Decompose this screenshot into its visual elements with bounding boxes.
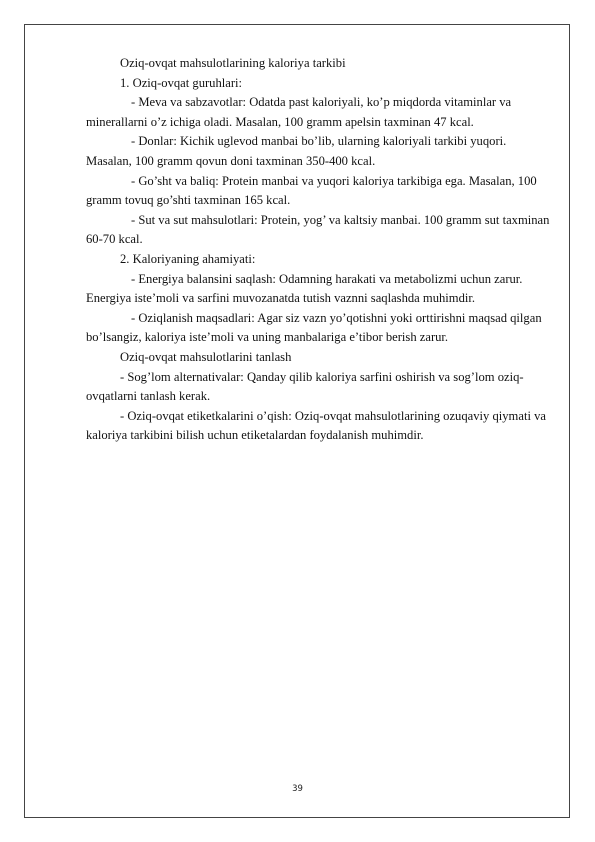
section-heading-calorie-importance: 2. Kaloriyaning ahamiyati: (120, 251, 256, 266)
paragraph-healthy-alternatives: - Sog’lom alternativalar: Qanday qilib kaloriya sarfini oshirish va sog’lom oziq-ovqatlarni tanlash kerak. (86, 369, 524, 404)
section-heading-food-groups: 1. Oziq-ovqat guruhlari: (120, 75, 243, 90)
paragraph-food-labels: - Oziq-ovqat etiketkalarini o’qish: Oziq-ovqat mahsulotlarining ozuqaviy qiymati va kaloriya tarkibini bilish uchun etiketalardan foydalanish muhimdir. (86, 408, 546, 443)
paragraph-meat-fish: - Go’sht va baliq: Protein manbai va yuqori kaloriya tarkibiga ega. Masalan, 100 gramm tovuq go’shti taxminan 165 kcal. (86, 173, 537, 208)
paragraph-dairy: - Sut va sut mahsulotlari: Protein, yog’ va kaltsiy manbai. 100 gramm sut taxminan 60-70 kcal. (86, 212, 550, 247)
document-title: Oziq-ovqat mahsulotlarining kaloriya tarkibi (120, 56, 346, 70)
document-body (86, 54, 552, 446)
page-number: 39 (292, 784, 303, 794)
paragraph-grains: - Donlar: Kichik uglevod manbai bo’lib, ularning kaloriyali tarkibi yuqori. Masalan, 100 gramm qovun doni taxminan 350-400 kcal. (86, 134, 507, 168)
section-heading-food-choice: Oziq-ovqat mahsulotlarini tanlash (120, 349, 292, 364)
paragraph-nutrition-goals: - Oziqlanish maqsadlari: Agar siz vazn yo’qotishni yoki orttirishni maqsad qilgan bo’lsangiz, kaloriya iste’moli va uning manbalariga e’tibor berish zarur. (86, 310, 542, 345)
paragraph-energy-balance: - Energiya balansini saqlash: Odamning harakati va metabolizmi uchun zarur. Energiya iste’moli va sarfini muvozanatda tutish vaznni saqlashda muhimdir. (86, 271, 523, 306)
paragraph-fruits-vegetables: - Meva va sabzavotlar: Odatda past kaloriyali, ko’p miqdorda vitaminlar va minerallarni o’z ichiga oladi. Masalan, 100 gramm apelsin taxminan 47 kcal. (86, 95, 512, 129)
